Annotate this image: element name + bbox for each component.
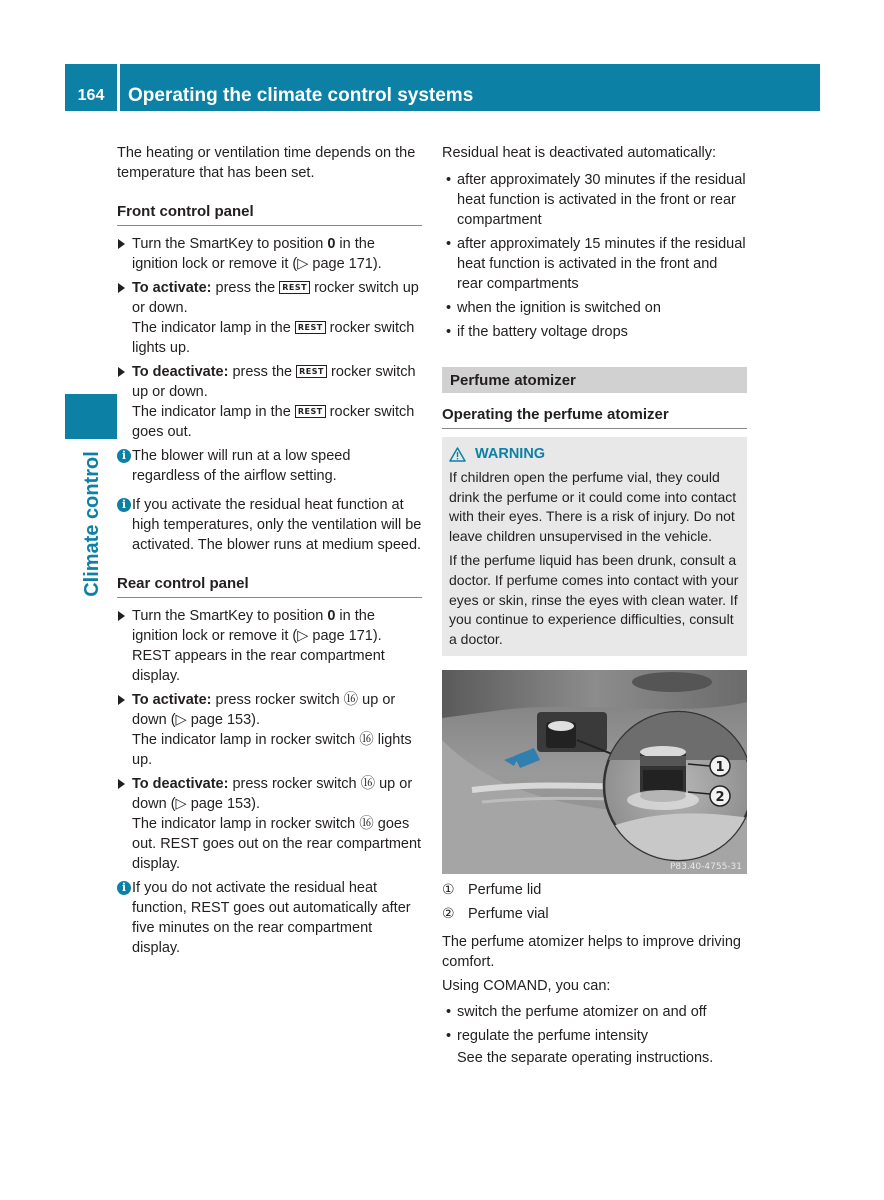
rear-step-smartkey: Turn the SmartKey to position 0 in the ignition lock or remove it (▷ page 171). REST appears in the rear compartment display.: [117, 606, 422, 686]
residual-intro: Residual heat is deactivated automatically:: [442, 145, 717, 161]
legend-item: ② Perfume vial: [442, 905, 549, 922]
list-item: • if the battery voltage drops: [442, 322, 747, 342]
rear-panel-heading: Rear control panel: [117, 574, 422, 598]
photo-reference-code: P83.40-4755-31: [669, 861, 742, 872]
info-icon: i: [117, 881, 131, 895]
page-header: [65, 64, 820, 111]
warning-title: WARNING: [449, 445, 740, 465]
front-step-smartkey: Turn the SmartKey to position 0 in the ignition lock or remove it (▷ page 171).: [117, 234, 422, 274]
warning-paragraph: If children open the perfume vial, they could drink the perfume or it could come into contact with their eyes. There is a risk of injury. Do not leave children unsupervised in the vehicle.: [449, 468, 737, 545]
list-item: • switch the perfume atomizer on and off: [442, 1002, 747, 1022]
rest-key-icon: REST: [295, 405, 326, 418]
perfume-atomizer-illustration: [442, 670, 747, 874]
legend-item: ① Perfume lid: [442, 881, 542, 898]
warning-box: [442, 437, 747, 656]
left-column: [117, 143, 422, 962]
info-icon: i: [117, 498, 131, 512]
front-step-activate: To activate: press the REST rocker switch up or down. The indicator lamp in the REST rocker switch lights up.: [117, 278, 422, 358]
see-instructions: See the separate operating instructions.: [457, 1049, 714, 1066]
info-icon: i: [117, 449, 131, 463]
svg-text:1: 1: [715, 759, 725, 775]
warning-paragraph: If the perfume liquid has been drunk, consult a doctor. If perfume comes into contact with your eyes or skin, rinse the eyes with clean water. If you continue to experience difficulties, consult a doctor.: [449, 551, 739, 648]
residual-bullet-list: [442, 170, 747, 342]
front-step-deactivate: To deactivate: press the REST rocker switch up or down. The indicator lamp in the REST rocker switch goes out.: [117, 362, 422, 442]
perfume-helps-paragraph: The perfume atomizer helps to improve driving comfort.: [442, 933, 741, 970]
front-panel-heading: Front control panel: [117, 202, 422, 226]
page-number: 164: [65, 64, 117, 111]
rest-key-icon: REST: [279, 281, 310, 294]
section-bar-perfume: Perfume atomizer: [442, 367, 747, 393]
list-item: • regulate the perfume intensity: [442, 1026, 747, 1046]
perfume-heading: Operating the perfume atomizer: [442, 405, 747, 429]
warning-triangle-icon: [449, 447, 466, 462]
rest-key-icon: REST: [296, 365, 327, 378]
list-item: • after approximately 30 minutes if the residual heat function is activated in the front or rear compartment: [442, 170, 747, 230]
rear-info-timeout: i If you do not activate the residual heat function, REST goes out automatically after five minutes on the rear compartment display.: [117, 878, 422, 958]
rear-step-activate: To activate: press rocker switch ⑯ up or down (▷ page 153). The indicator lamp in rocker switch ⑯ lights up.: [117, 690, 422, 770]
perfume-atomizer-photo: [442, 670, 747, 874]
front-info-residual: i If you activate the residual heat function at high temperatures, only the ventilation will be activated. The blower runs at medium speed.: [117, 495, 422, 555]
rest-key-icon: REST: [295, 321, 326, 334]
svg-text:2: 2: [715, 789, 725, 805]
list-item: • after approximately 15 minutes if the residual heat function is activated in the front and rear compartments: [442, 234, 747, 294]
front-info-blower: i The blower will run at a low speed regardless of the airflow setting.: [117, 446, 422, 486]
right-column: [442, 143, 747, 1068]
page-title: Operating the climate control systems: [120, 64, 820, 111]
rear-step-deactivate: To deactivate: press rocker switch ⑯ up or down (▷ page 153). The indicator lamp in rocker switch ⑯ goes out. REST goes out on the rear compartment display.: [117, 774, 422, 874]
comand-intro: Using COMAND, you can:: [442, 977, 611, 994]
side-tab-marker: [65, 394, 117, 439]
intro-paragraph: The heating or ventilation time depends on the temperature that has been set.: [117, 145, 416, 181]
list-item: • when the ignition is switched on: [442, 298, 747, 318]
